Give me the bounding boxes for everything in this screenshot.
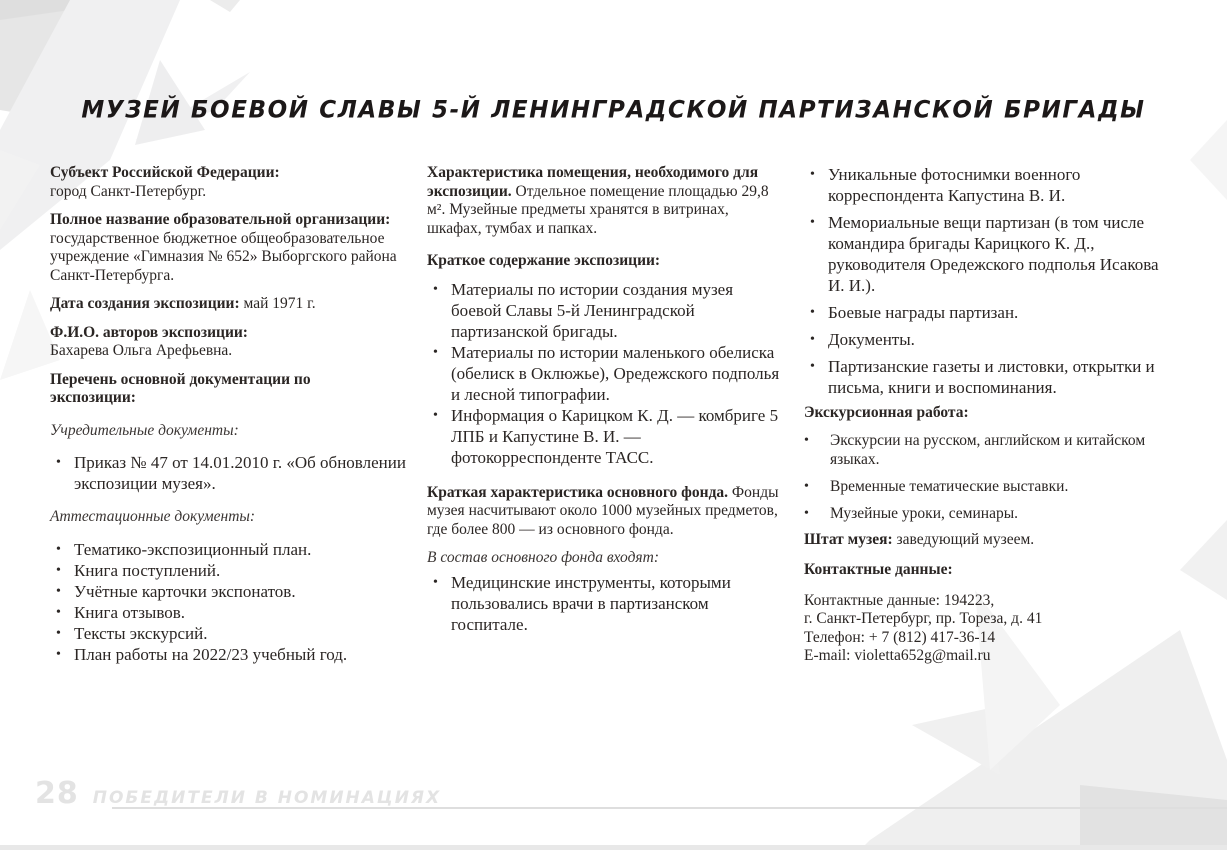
excursion-list xyxy=(804,431,1159,523)
contact-address: г. Санкт-Петербург, пр. Тореза, д. 41 xyxy=(804,610,1043,627)
section-title: ПОБЕДИТЕЛИ В НОМИНАЦИЯХ xyxy=(92,788,442,808)
fund-value: Фонды музея насчитывают около 1000 музейных предметов, где более 800 — из основного фонда. xyxy=(427,483,779,538)
bullet-icon: • xyxy=(810,215,815,230)
summary-heading: Краткое содержание экспозиции: xyxy=(427,252,661,269)
staff-label: Штат музея: xyxy=(804,530,893,548)
list-item: • Учётные карточки экспонатов. xyxy=(56,581,296,601)
list-item: • Документы. xyxy=(810,330,915,349)
bullet-icon: • xyxy=(804,505,809,521)
bullet-icon: • xyxy=(804,478,809,494)
list-item: • Мемориальные вещи партизан (в том числе командира бригады Карицкого К. Д., руководителя Оредежского подполья Исакова И. И.). xyxy=(810,213,1159,295)
list-item: • Материалы по истории создания музея боевой Славы 5-й Ленинградской партизанской бригады. xyxy=(433,279,734,341)
room-value: Отдельное помещение площадью 29,8 м². Музейные предметы хранятся в витринах, шкафах, тумбах и папках. xyxy=(427,182,769,237)
list-item: • Временные тематические выставки. xyxy=(804,477,1069,495)
bullet-icon: • xyxy=(56,625,61,641)
bullet-icon: • xyxy=(56,583,61,599)
founding-docs-heading: Учредительные документы: xyxy=(50,421,239,439)
bullet-icon: • xyxy=(810,359,815,374)
bullet-icon: • xyxy=(810,305,815,320)
list-item: • Боевые награды партизан. xyxy=(810,303,1019,322)
docs-heading: Перечень основной документации по экспозиции: xyxy=(50,370,311,406)
attest-docs-heading: Аттестационные документы: xyxy=(50,508,256,525)
bullet-icon: • xyxy=(433,281,438,297)
subject-block xyxy=(50,164,415,201)
subject-value: город Санкт-Петербург. xyxy=(50,182,207,200)
summary-list xyxy=(427,279,787,468)
excursion-heading: Экскурсионная работа: xyxy=(804,404,969,421)
column-2 xyxy=(427,164,787,647)
authors-value: Бахарева Ольга Арефьевна. xyxy=(50,342,233,359)
contacts-heading: Контактные данные: xyxy=(804,561,953,578)
bullet-icon: • xyxy=(56,562,61,578)
org-label: Полное название образовательной организации: xyxy=(50,211,391,228)
room-label: Характеристика помещения, необходимого для экспозиции. xyxy=(427,164,759,200)
list-item: • Информация о Карицком К. Д. — комбриге 5 ЛПБ и Капустине В. И. — фотокорреспонденте ТАСС. xyxy=(433,405,779,467)
bullet-icon: • xyxy=(56,604,61,620)
date-value: май 1971 г. xyxy=(243,295,316,312)
fund-includes-heading: В состав основного фонда входят: xyxy=(427,549,659,566)
authors-block xyxy=(50,324,415,361)
list-item: • Материалы по истории маленького обелиска (обелиск в Оклюжье), Оредежского подполья и лесной типографии. xyxy=(433,342,780,404)
bullet-icon: • xyxy=(56,646,61,662)
column-1 xyxy=(50,164,415,677)
contact-phone: Телефон: + 7 (812) 417-36-14 xyxy=(804,628,996,646)
list-item: • Партизанские газеты и листовки, открытки и письма, книги и воспоминания. xyxy=(810,357,1155,397)
list-item: • Тексты экскурсий. xyxy=(56,623,208,643)
page-title: МУЗЕЙ БОЕВОЙ СЛАВЫ 5-Й ЛЕНИНГРАДСКОЙ ПАРТИЗАНСКОЙ БРИГАДЫ xyxy=(81,96,1146,124)
date-block xyxy=(50,295,415,314)
list-item: • Книга поступлений. xyxy=(56,560,221,580)
bullet-icon: • xyxy=(810,332,815,347)
date-label: Дата создания экспозиции: xyxy=(50,295,240,312)
page-number: 28 xyxy=(35,776,79,811)
staff-value: заведующий музеем. xyxy=(896,530,1035,548)
bullet-icon: • xyxy=(56,541,61,557)
page-bottom-edge xyxy=(0,845,1227,850)
org-value: государственное бюджетное общеобразовательное учреждение «Гимназия № 652» Выборгского района Санкт-Петербурга. xyxy=(50,229,397,284)
fund-list-continued xyxy=(804,164,1159,398)
founding-docs-list xyxy=(50,452,415,494)
bullet-icon: • xyxy=(810,167,815,182)
contacts-block xyxy=(804,592,1159,666)
list-item: • Экскурсии на русском, английском и китайском языках. xyxy=(804,431,1146,468)
authors-label: Ф.И.О. авторов экспозиции: xyxy=(50,323,248,341)
fund-label: Краткая характеристика основного фонда. xyxy=(427,483,729,501)
subject-label: Субъект Российской Федерации: xyxy=(50,164,280,181)
list-item: • Приказ № 47 от 14.01.2010 г. «Об обновлении экспозиции музея». xyxy=(56,453,406,493)
bullet-icon: • xyxy=(56,455,61,470)
fund-block xyxy=(427,484,787,540)
list-item: • Музейные уроки, семинары. xyxy=(804,504,1018,522)
room-block xyxy=(427,164,787,238)
fund-list xyxy=(427,572,787,635)
attest-docs-list xyxy=(50,539,415,665)
list-item: • Уникальные фотоснимки военного корреспондента Капустина В. И. xyxy=(810,165,1081,205)
column-3 xyxy=(804,164,1159,676)
contact-email[interactable]: E-mail: violetta652g@mail.ru xyxy=(804,647,991,664)
bullet-icon: • xyxy=(433,407,438,423)
contact-postal: Контактные данные: 194223, xyxy=(804,591,995,609)
org-block xyxy=(50,211,415,285)
bullet-icon: • xyxy=(433,574,438,590)
bullet-icon: • xyxy=(433,344,438,360)
page-footer xyxy=(35,776,441,811)
list-item: • План работы на 2022/23 учебный год. xyxy=(56,644,348,664)
list-item: • Книга отзывов. xyxy=(56,602,186,622)
list-item: • Медицинские инструменты, которыми пользовались врачи в партизанском госпитале. xyxy=(433,572,731,634)
staff-block xyxy=(804,531,1159,550)
list-item: • Тематико-экспозиционный план. xyxy=(56,539,312,559)
bullet-icon: • xyxy=(804,432,809,448)
